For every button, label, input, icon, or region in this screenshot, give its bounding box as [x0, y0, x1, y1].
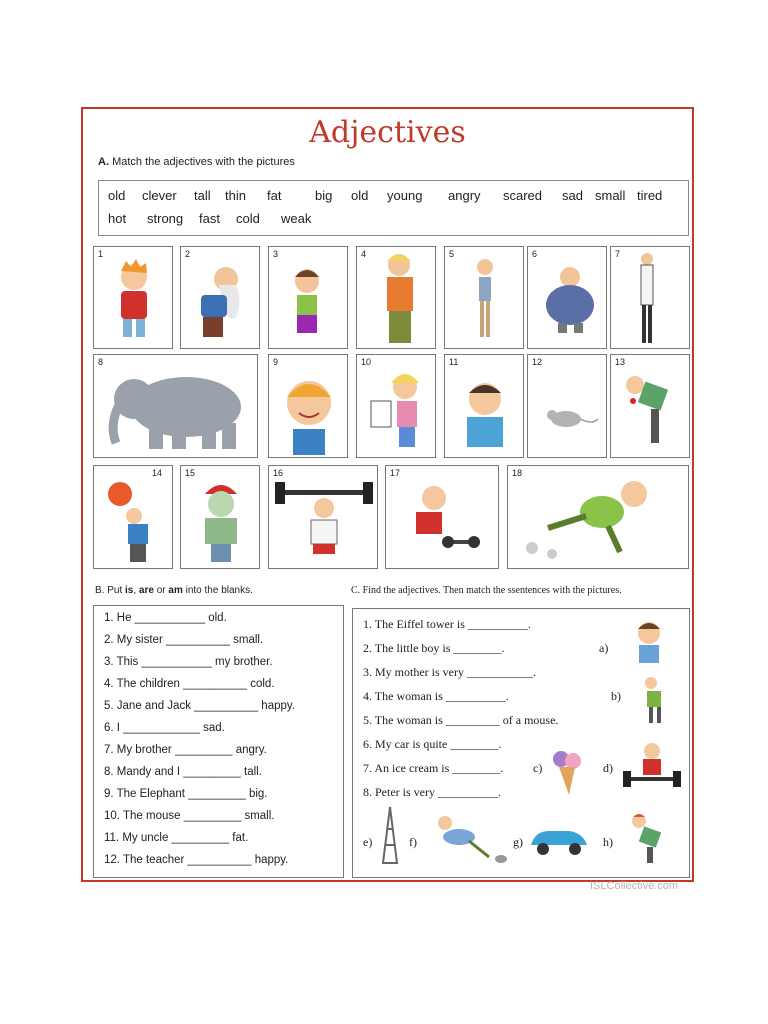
- word: fat: [267, 188, 282, 203]
- picture-9: [268, 354, 348, 458]
- word: strong: [147, 211, 184, 226]
- picture-16: [268, 465, 378, 569]
- section-c-box: [352, 608, 690, 878]
- word: sad: [562, 188, 583, 203]
- find-adjective-sentence: 2. The little boy is ________.: [363, 641, 505, 655]
- word: tired: [637, 188, 663, 203]
- keyword-am: am: [168, 585, 183, 596]
- section-b-text-post: into the blanks.: [182, 585, 253, 596]
- picture-number: 6: [532, 249, 538, 259]
- section-c-instruction: C. Find the adjectives. Then match the ssentences with the pictures.: [351, 585, 622, 596]
- word-bank: [98, 180, 689, 236]
- strong-man-illustration: [269, 466, 379, 570]
- fast-man-illustration: [508, 466, 690, 570]
- find-adjective-sentence: 1. The Eiffel tower is __________.: [363, 617, 531, 631]
- picture-7: [610, 246, 690, 349]
- clever-boy-illustration: [269, 247, 349, 350]
- picture-number: 7: [615, 249, 621, 259]
- tired-woman-icon: [633, 673, 677, 725]
- find-adjective-sentence: 7. An ice cream is ________.: [363, 761, 504, 775]
- picture-1: [93, 246, 173, 349]
- fill-in-sentence: 6. I ____________ sad.: [104, 722, 225, 734]
- word: cold: [236, 211, 260, 226]
- find-adjective-sentence: 8. Peter is very __________.: [363, 785, 501, 799]
- section-b-text-pre: B. Put: [95, 585, 126, 596]
- word: angry: [448, 188, 481, 203]
- option-label: d): [603, 761, 613, 775]
- fill-in-sentence: 10. The mouse _________ small.: [104, 810, 275, 822]
- option-label: e): [363, 835, 373, 849]
- eiffel-tower-icon: [375, 805, 405, 865]
- fill-in-sentence: 4. The children __________ cold.: [104, 678, 275, 690]
- scared-boy-illustration: [445, 355, 525, 459]
- car-icon: [527, 819, 591, 859]
- picture-12: [527, 354, 607, 458]
- picture-15: [180, 465, 260, 569]
- find-adjective-sentence: 5. The woman is _________ of a mouse.: [363, 713, 559, 727]
- picture-number: 5: [449, 249, 455, 259]
- picture-number: 16: [273, 468, 284, 478]
- fill-in-sentence: 12. The teacher __________ happy.: [104, 854, 289, 866]
- keyword-are: are: [138, 585, 154, 596]
- mouse-illustration: [528, 355, 608, 459]
- word: tall: [194, 188, 211, 203]
- happy-girl-illustration: [357, 355, 437, 459]
- word: thin: [225, 188, 246, 203]
- picture-17: [385, 465, 499, 569]
- fill-in-sentence: 3. This ___________ my brother.: [104, 656, 273, 668]
- keyword-is: is: [125, 585, 134, 596]
- picture-18: [507, 465, 689, 569]
- picture-number: 13: [615, 357, 626, 367]
- section-b-or: or: [153, 585, 169, 596]
- ice-cream-icon: [549, 747, 585, 799]
- word: scared: [503, 188, 543, 203]
- tall-boy-illustration: [357, 247, 437, 350]
- picture-13: [610, 354, 690, 458]
- option-label: c): [533, 761, 543, 775]
- picture-number: 15: [185, 468, 196, 478]
- picture-number: 12: [532, 357, 543, 367]
- find-adjective-sentence: 6. My car is quite ________.: [363, 737, 502, 751]
- word: clever: [142, 188, 177, 203]
- tired-man-icon: [621, 809, 677, 865]
- picture-number: 14: [152, 468, 163, 478]
- section-b-comma: ,: [133, 585, 139, 596]
- worksheet: [81, 107, 694, 882]
- word: old: [108, 188, 126, 203]
- word: weak: [281, 211, 312, 226]
- elephant-illustration: [94, 355, 259, 459]
- section-a-text: Match the adjectives with the pictures: [112, 156, 295, 168]
- young-boy-illustration: [94, 247, 174, 350]
- picture-4: [356, 246, 436, 349]
- option-label: b): [611, 689, 621, 703]
- option-label: h): [603, 835, 613, 849]
- fill-in-sentence: 5. Jane and Jack __________ happy.: [104, 700, 295, 712]
- tired-man-illustration: [611, 355, 691, 459]
- picture-3: [268, 246, 348, 349]
- scared-woman-mouse-icon: [419, 813, 511, 867]
- picture-6: [527, 246, 607, 349]
- thin-man-illustration: [445, 247, 525, 350]
- picture-11: [444, 354, 524, 458]
- fill-in-sentence: 1. He ___________ old.: [104, 612, 227, 624]
- picture-number: 17: [390, 468, 401, 478]
- tall-man-illustration: [611, 247, 691, 350]
- picture-number: 9: [273, 357, 279, 367]
- fill-in-sentence: 11. My uncle _________ fat.: [104, 832, 249, 844]
- picture-number: 4: [361, 249, 367, 259]
- find-adjective-sentence: 4. The woman is __________.: [363, 689, 509, 703]
- picture-5: [444, 246, 524, 349]
- picture-number: 11: [449, 357, 459, 367]
- word: big: [315, 188, 333, 203]
- fill-in-sentence: 9. The Elephant _________ big.: [104, 788, 268, 800]
- picture-number: 3: [273, 249, 279, 259]
- fat-man-illustration: [528, 247, 608, 350]
- weak-man-illustration: [386, 466, 500, 570]
- picture-10: [356, 354, 436, 458]
- fill-in-sentence: 7. My brother _________ angry.: [104, 744, 267, 756]
- section-b-box: [93, 605, 344, 878]
- hot-man-illustration: [94, 466, 174, 570]
- word: fast: [199, 211, 220, 226]
- strong-man-icon: [621, 739, 683, 797]
- fill-in-sentence: 8. Mandy and I _________ tall.: [104, 766, 262, 778]
- option-label: a): [599, 641, 609, 655]
- picture-number: 8: [98, 357, 104, 367]
- word: hot: [108, 211, 127, 226]
- picture-2: [180, 246, 260, 349]
- option-label: f): [409, 835, 417, 849]
- picture-number: 1: [98, 249, 104, 259]
- word: small: [595, 188, 626, 203]
- worksheet-title: Adjectives: [309, 115, 466, 150]
- option-label: g): [513, 835, 523, 849]
- picture-number: 18: [512, 468, 523, 478]
- little-boy-icon: [629, 617, 669, 669]
- fill-in-sentence: 2. My sister __________ small.: [104, 634, 264, 646]
- picture-number: 10: [361, 357, 372, 367]
- happy-boy-illustration: [269, 355, 349, 459]
- section-a-letter: A.: [98, 156, 109, 168]
- picture-8: [93, 354, 258, 458]
- picture-14: [93, 465, 173, 569]
- find-adjective-sentence: 3. My mother is very ___________.: [363, 665, 536, 679]
- watermark: ISLCollective.com: [590, 880, 679, 892]
- picture-number: 2: [185, 249, 191, 259]
- old-man-illustration: [181, 247, 261, 350]
- section-b-instruction: [95, 585, 253, 596]
- word: young: [387, 188, 423, 203]
- section-a-instruction: [98, 156, 295, 168]
- cold-man-illustration: [181, 466, 261, 570]
- word: old: [351, 188, 369, 203]
